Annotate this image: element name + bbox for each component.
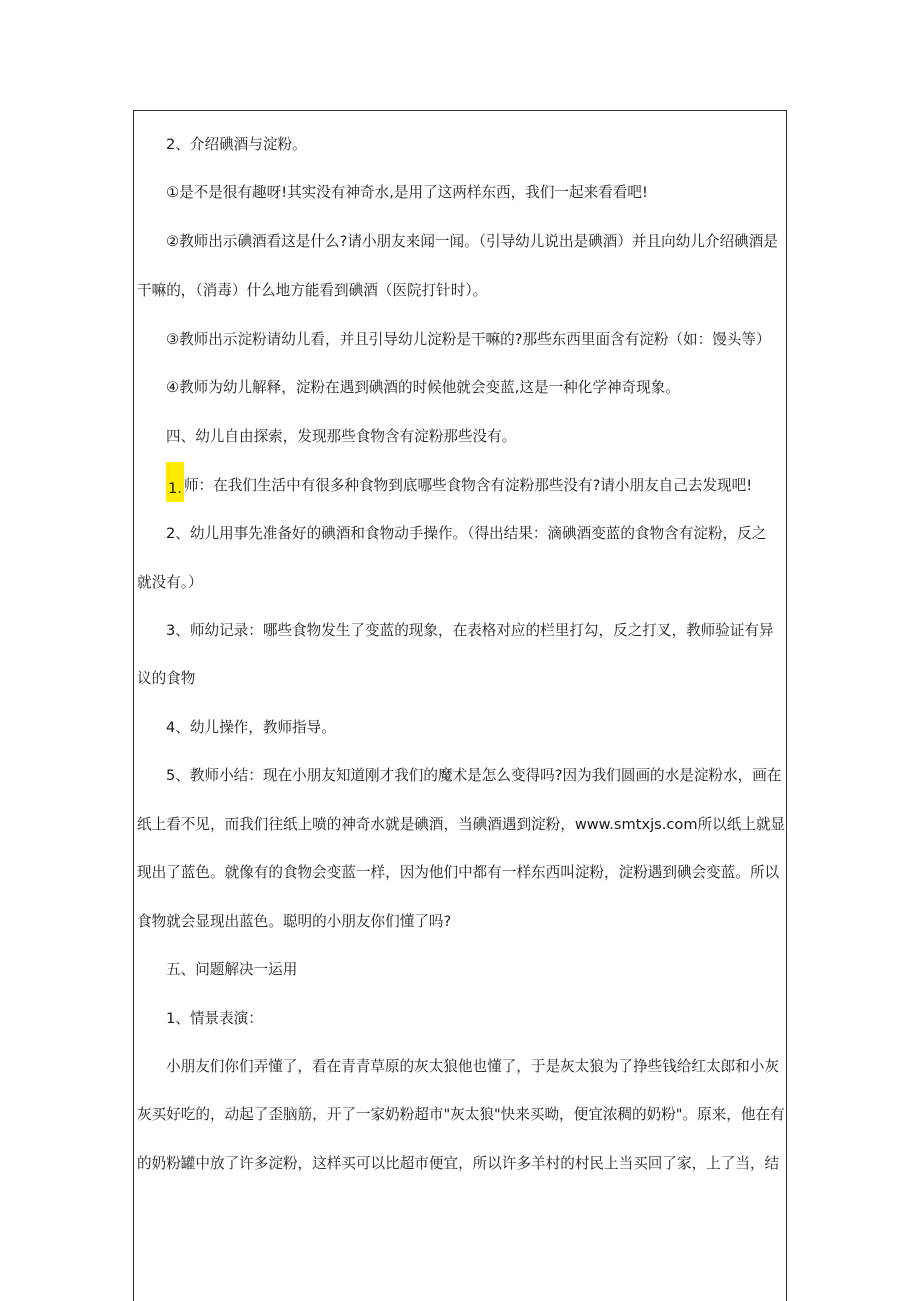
para-step-2-line2: 就没有。） (137, 574, 203, 591)
para-scene-title: 1、情景表演： (166, 1010, 263, 1027)
para-step-3-line2: 议的食物 (137, 670, 196, 687)
para-step-5-line3: 现出了蓝色。就像有的食物会变蓝一样，因为他们中都有一样东西叫淀粉，淀粉遇到碘会变蓝。所以 (137, 864, 780, 881)
para-step-3-line1: 3、师幼记录：哪些食物发生了变蓝的现象，在表格对应的栏里打勾，反之打叉，教师验证有异 (166, 622, 774, 639)
para-step-4: 4、幼儿操作，教师指导。 (166, 719, 336, 736)
para-step-5-line4: 食物就会显现出蓝色。聪明的小朋友你们懂了吗? (137, 913, 452, 930)
para-step-5-line2: 纸上看不见，而我们往纸上喷的神奇水就是碘酒，当碘酒遇到淀粉，www.smtxjs.com所以纸上就显 (137, 816, 786, 833)
para-point-3: ③教师出示淀粉请幼儿看，并且引导幼儿淀粉是干嘛的?那些东西里面含有淀粉（如：馒头等） (166, 331, 771, 348)
para-step-5-line1: 5、教师小结：现在小朋友知道刚才我们的魔术是怎么变得吗?因为我们圆画的水是淀粉水，画在 (166, 767, 782, 784)
para-teacher-prompt (166, 476, 752, 502)
para-point-1: ①是不是很有趣呀!其实没有神奇水,是用了这两样东西，我们一起来看看吧! (166, 184, 648, 201)
para-point-2-line1: ②教师出示碘酒看这是什么?请小朋友来闻一闻。（引导幼儿说出是碘酒）并且向幼儿介绍碘酒是 (166, 233, 778, 250)
para-story-line1: 小朋友们你们弄懂了，看在青青草原的灰太狼他也懂了，于是灰太狼为了挣些钱给红太郎和小灰 (166, 1058, 779, 1075)
para-step-2-line1: 2、幼儿用事先准备好的碘酒和食物动手操作。（得出结果：滴碘酒变蓝的食物含有淀粉，反之 (166, 525, 767, 542)
highlight-marker: 1. (166, 462, 184, 502)
para-teacher-prompt-text: 师：在我们生活中有很多种食物到底哪些食物含有淀粉那些没有?请小朋友自己去发现吧! (183, 477, 753, 494)
para-point-2-line2: 干嘛的，（消毒）什么地方能看到碘酒（医院打针时）。 (137, 282, 488, 299)
section-heading-5: 五、问题解决一运用 (166, 961, 298, 978)
para-point-4: ④教师为幼儿解释，淀粉在遇到碘酒的时候他就会变蓝,这是一种化学神奇现象。 (166, 379, 680, 396)
para-introduce-iodine-starch: 2、介绍碘酒与淀粉。 (166, 136, 307, 153)
para-story-line2: 灰买好吃的，动起了歪脑筋，开了一家奶粉超市"灰太狼"快来买呦，便宜浓稠的奶粉"。原来，他在有 (137, 1106, 785, 1123)
para-story-line3: 的奶粉罐中放了许多淀粉，这样买可以比超市便宜，所以许多羊村的村民上当买回了家，上了当，结 (137, 1155, 780, 1172)
section-heading-4: 四、幼儿自由探索，发现那些食物含有淀粉那些没有。 (166, 428, 517, 445)
